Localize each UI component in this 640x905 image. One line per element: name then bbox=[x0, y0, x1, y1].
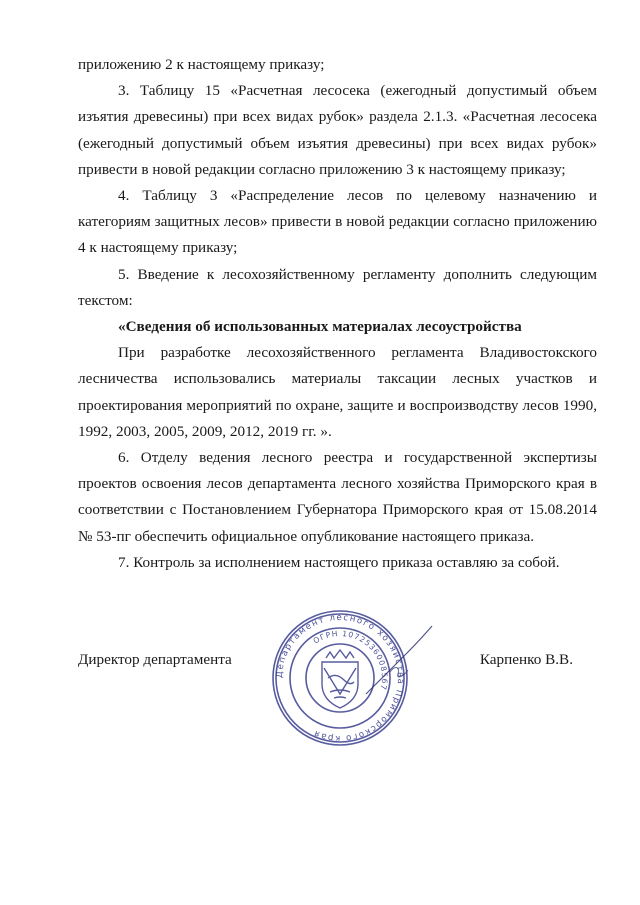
paragraph-item-5: 5. Введение к лесохозяйственному регламенту дополнить следующим текстом: bbox=[78, 265, 597, 309]
section-heading: «Сведения об использованных материалах лесоустройства bbox=[118, 318, 522, 336]
paragraph-materials: При разработке лесохозяйственного регламента Владивостокского лесничества использовались материалы таксации лесных участков и проектирования мероприятий по охране, защите и воспроизводству лесов 1990, 1992, 2003, 2005, 2009, 2012, 2019 гг. ». bbox=[78, 344, 597, 440]
handwritten-signature bbox=[360, 620, 440, 700]
paragraph-item-6: 6. Отделу ведения лесного реестра и государственной экспертизы проектов освоения лесов департамента лесного хозяйства Приморского края в соответствии с Постановлением Губернатора Приморского края от 15.08.2014 № 53-пг обеспечить официальное опубликование настоящего приказа. bbox=[78, 449, 597, 545]
paragraph-item-4: 4. Таблицу 3 «Распределение лесов по целевому назначению и категориям защитных лесов» привести в новой редакции согласно приложению 4 к настоящему приказу; bbox=[78, 187, 597, 257]
stamp-outer-text: Департамент лесного хозяйства Приморского края bbox=[274, 612, 406, 744]
paragraph-item-3: 3. Таблицу 15 «Расчетная лесосека (ежегодный допустимый объем изъятия древесины) при всех видах рубок» раздела 2.1.3. «Расчетная лесосека (ежегодный допустимый объем изъятия древесины) при всех видах рубок» привести в новой редакции согласно приложению 3 к настоящему приказу; bbox=[78, 82, 597, 178]
signer-position: Директор департамента bbox=[78, 651, 232, 668]
paragraph-item-7: 7. Контроль за исполнением настоящего приказа оставляю за собой. bbox=[118, 553, 560, 571]
coat-of-arms-icon bbox=[322, 650, 358, 708]
stamp-inner-text: ОГРН 1072536008567 bbox=[311, 628, 390, 692]
document-body bbox=[78, 52, 597, 576]
signer-name: Карпенко В.В. bbox=[479, 651, 573, 668]
paragraph-continuation: приложению 2 к настоящему приказу; bbox=[78, 56, 325, 73]
